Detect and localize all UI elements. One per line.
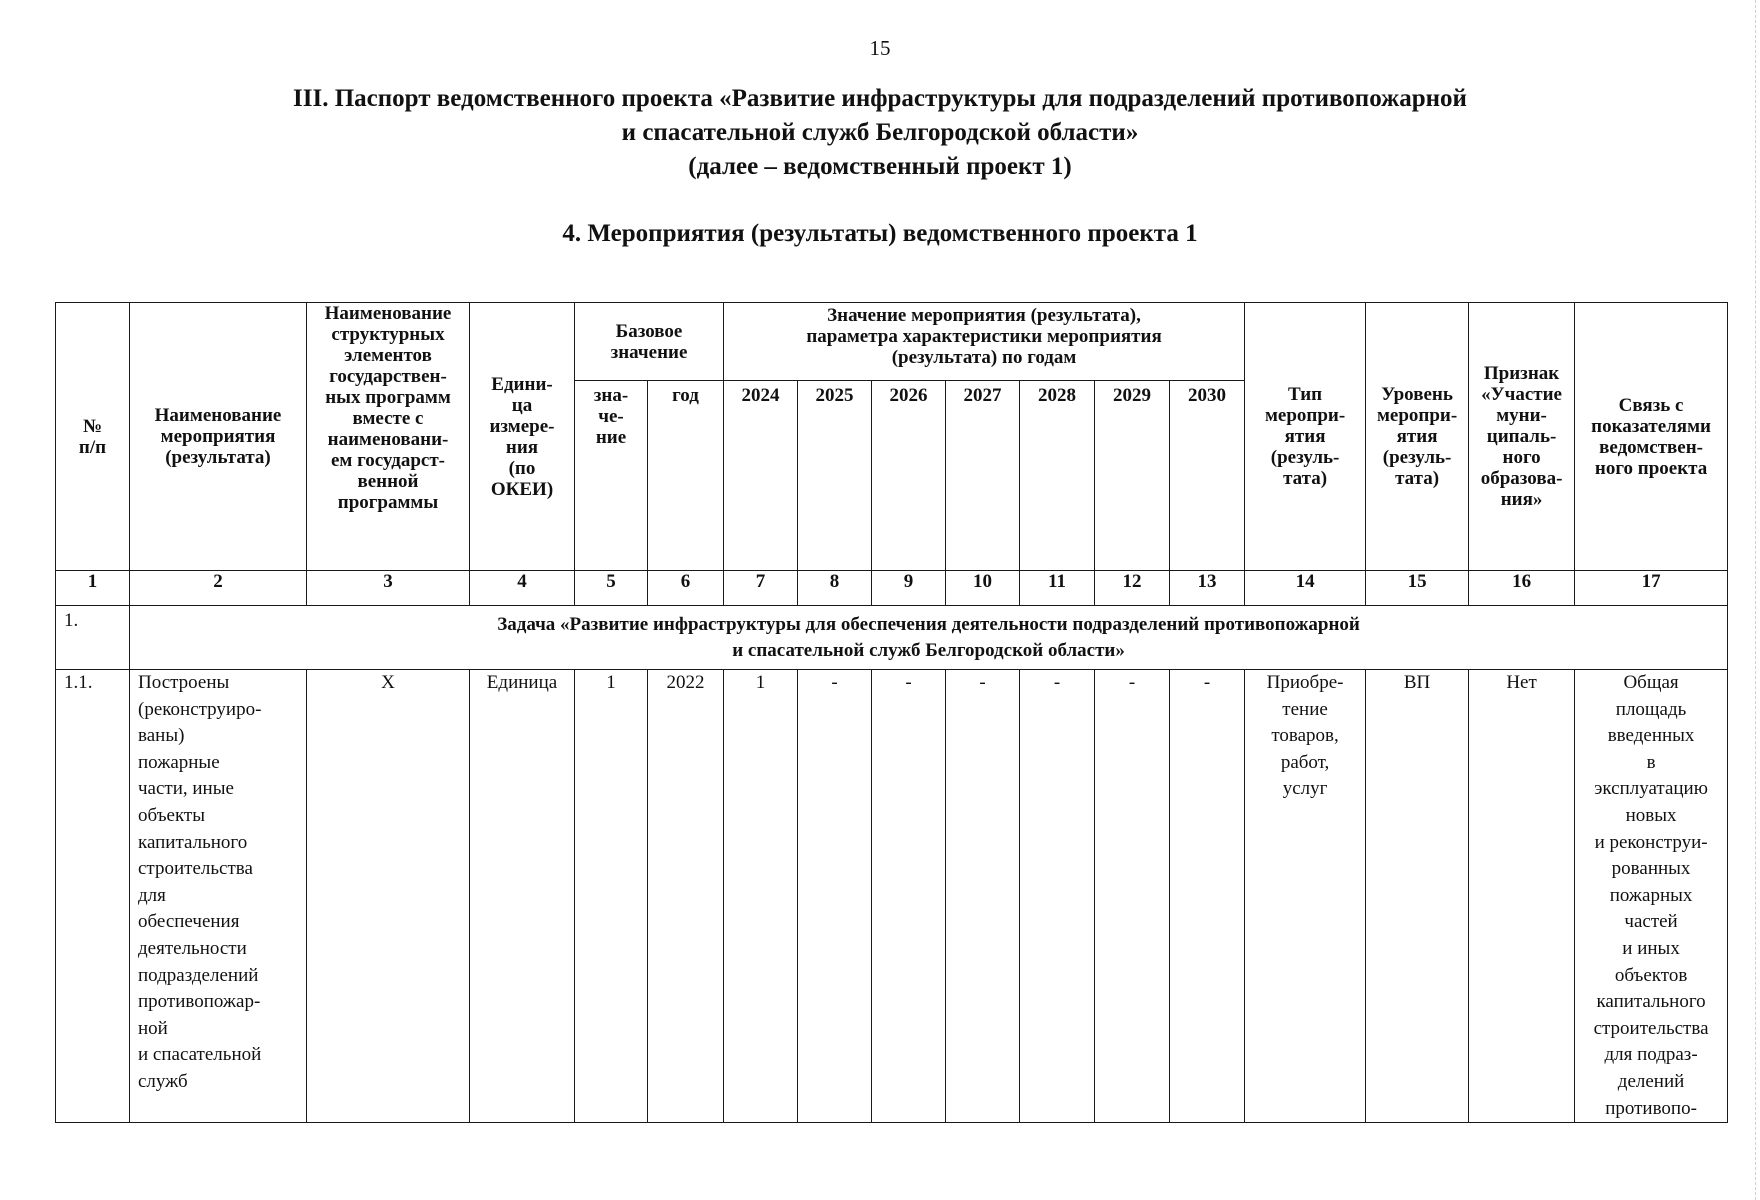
column-number: 13 (1170, 571, 1245, 606)
scan-edge-line (1755, 0, 1756, 1200)
column-number-row (56, 571, 1728, 606)
header-name: Наименование мероприятия (результата) (130, 303, 307, 571)
header-values-group: Значение мероприятия (результата), параметра характеристики мероприятия (результата) по годам (724, 303, 1245, 381)
header-year-2024: 2024 (724, 381, 798, 571)
column-number: 12 (1095, 571, 1170, 606)
row-type: Приобре- тение товаров, работ, услуг (1245, 670, 1366, 1123)
header-year-2026: 2026 (872, 381, 946, 571)
row-value-2030: - (1170, 670, 1245, 1123)
column-number: 6 (648, 571, 724, 606)
header-row-1 (56, 303, 1728, 381)
title-line-3: (далее – ведомственный проект 1) (688, 153, 1072, 180)
header-year-2029: 2029 (1095, 381, 1170, 571)
row-value-2029: - (1095, 670, 1170, 1123)
header-municipal: Признак «Участие муни- ципаль- ного образова- ния» (1469, 303, 1575, 571)
row-value-2028: - (1020, 670, 1095, 1123)
column-number: 15 (1366, 571, 1469, 606)
row-value-2025: - (798, 670, 872, 1123)
column-number: 3 (307, 571, 470, 606)
column-number: 11 (1020, 571, 1095, 606)
column-number: 4 (470, 571, 575, 606)
column-number: 1 (56, 571, 130, 606)
task-text: Задача «Развитие инфраструктуры для обеспечения деятельности подразделений противопожарной и спасательной служб Белгородской области» (130, 606, 1728, 670)
column-number: 7 (724, 571, 798, 606)
row-value-2024: 1 (724, 670, 798, 1123)
header-unit: Едини- ца измере- ния (по ОКЕИ) (470, 303, 575, 571)
header-year-2027: 2027 (946, 381, 1020, 571)
title-line-1: III. Паспорт ведомственного проекта «Развитие инфраструктуры для подразделений противопожарной (293, 85, 1467, 112)
task-row (56, 606, 1728, 670)
header-year-2030: 2030 (1170, 381, 1245, 571)
row-base-year: 2022 (648, 670, 724, 1123)
row-unit: Единица (470, 670, 575, 1123)
header-base: Базовое значение (575, 303, 724, 381)
header-level: Уровень меропри- ятия (резуль- тата) (1366, 303, 1469, 571)
document-title (0, 82, 1760, 184)
column-number: 2 (130, 571, 307, 606)
row-number: 1.1. (56, 670, 130, 1123)
column-number: 14 (1245, 571, 1366, 606)
column-number: 10 (946, 571, 1020, 606)
header-year-2028: 2028 (1020, 381, 1095, 571)
column-number: 17 (1575, 571, 1728, 606)
row-municipal: Нет (1469, 670, 1575, 1123)
task-number: 1. (56, 606, 130, 670)
row-structural: X (307, 670, 470, 1123)
row-value-2026: - (872, 670, 946, 1123)
header-type: Тип меропри- ятия (резуль- тата) (1245, 303, 1366, 571)
header-base-value: зна- че- ние (575, 381, 648, 571)
row-value-2027: - (946, 670, 1020, 1123)
page-number: 15 (869, 36, 891, 60)
activities-table (55, 302, 1728, 1123)
section-subtitle: 4. Мероприятия (результаты) ведомственного проекта 1 (562, 220, 1198, 247)
row-base-value: 1 (575, 670, 648, 1123)
column-number: 5 (575, 571, 648, 606)
header-link: Связь с показателями ведомствен- ного проекта (1575, 303, 1728, 571)
row-level: ВП (1366, 670, 1469, 1123)
column-number: 9 (872, 571, 946, 606)
header-structural: Наименование структурных элементов государствен- ных программ вместе с наименовани- ем государст- венной программы (307, 303, 470, 571)
column-number: 8 (798, 571, 872, 606)
header-num: № п/п (56, 303, 130, 571)
row-name: Построены (реконструиро- ваны) пожарные части, иные объекты капитального строительства для обеспечения деятельности подразделений противопожар- ной и спасательной служб (130, 670, 307, 1123)
header-base-year: год (648, 381, 724, 571)
title-line-2: и спасательной служб Белгородской области» (621, 119, 1139, 146)
header-year-2025: 2025 (798, 381, 872, 571)
row-link: Общая площадь введенных в эксплуатацию новых и реконструи- рованных пожарных частей и иных объектов капитального строительства для подраз- делений противопо- (1575, 670, 1728, 1123)
table-row (56, 670, 1728, 1123)
column-number: 16 (1469, 571, 1575, 606)
